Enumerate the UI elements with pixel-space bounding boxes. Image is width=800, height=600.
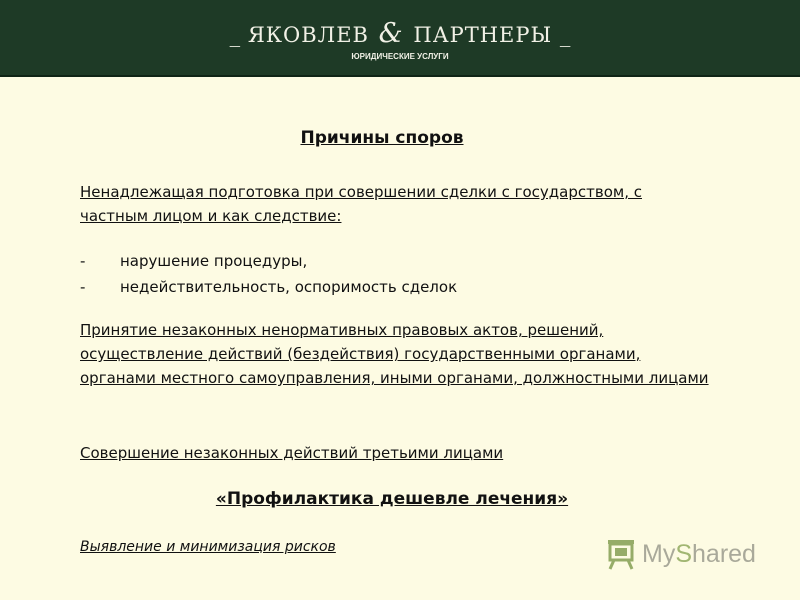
paragraph-third-parties: Совершение незаконных действий третьими лицами — [80, 444, 504, 462]
logo-right-dash: _ — [559, 23, 571, 47]
paragraph-illegal-acts: Принятие незаконных ненормативных правовых актов, решений, осуществление действий (бездействия) государственными органами, органами местного самоуправления, иными органами, должностными лицами — [80, 321, 709, 387]
header-bar — [0, 0, 800, 77]
myshared-watermark — [604, 536, 774, 572]
presentation-board-icon — [604, 537, 638, 571]
bullet-list — [80, 248, 710, 300]
paragraph-preparation: Ненадлежащая подготовка при совершении сделки с государством, с частным лицом и как следствие: — [80, 183, 642, 225]
company-logo — [0, 18, 800, 49]
watermark-text — [642, 540, 756, 569]
watermark-prefix: My — [642, 539, 676, 568]
logo-name-part2: ПАРТНЕРЫ — [413, 23, 553, 47]
logo-ampersand: & — [378, 18, 404, 49]
bullet-text: нарушение процедуры, — [120, 252, 308, 270]
logo-name-part1: ЯКОВЛЕВ — [247, 23, 369, 47]
bullet-text: недействительность, оспоримость сделок — [120, 278, 458, 296]
bullet-marker: - — [80, 278, 86, 296]
list-item — [80, 248, 710, 274]
watermark-s: S — [675, 539, 693, 568]
risk-line: Выявление и минимизация рисков — [80, 539, 336, 555]
company-subtitle: ЮРИДИЧЕСКИЕ УСЛУГИ — [351, 52, 449, 61]
slide-title: Причины споров — [300, 128, 464, 148]
logo-left-dash: _ — [229, 23, 241, 47]
motto-heading: «Профилактика дешевле лечения» — [215, 489, 569, 509]
bullet-marker: - — [80, 252, 86, 270]
watermark-suffix: hared — [692, 539, 756, 568]
list-item — [80, 274, 710, 300]
